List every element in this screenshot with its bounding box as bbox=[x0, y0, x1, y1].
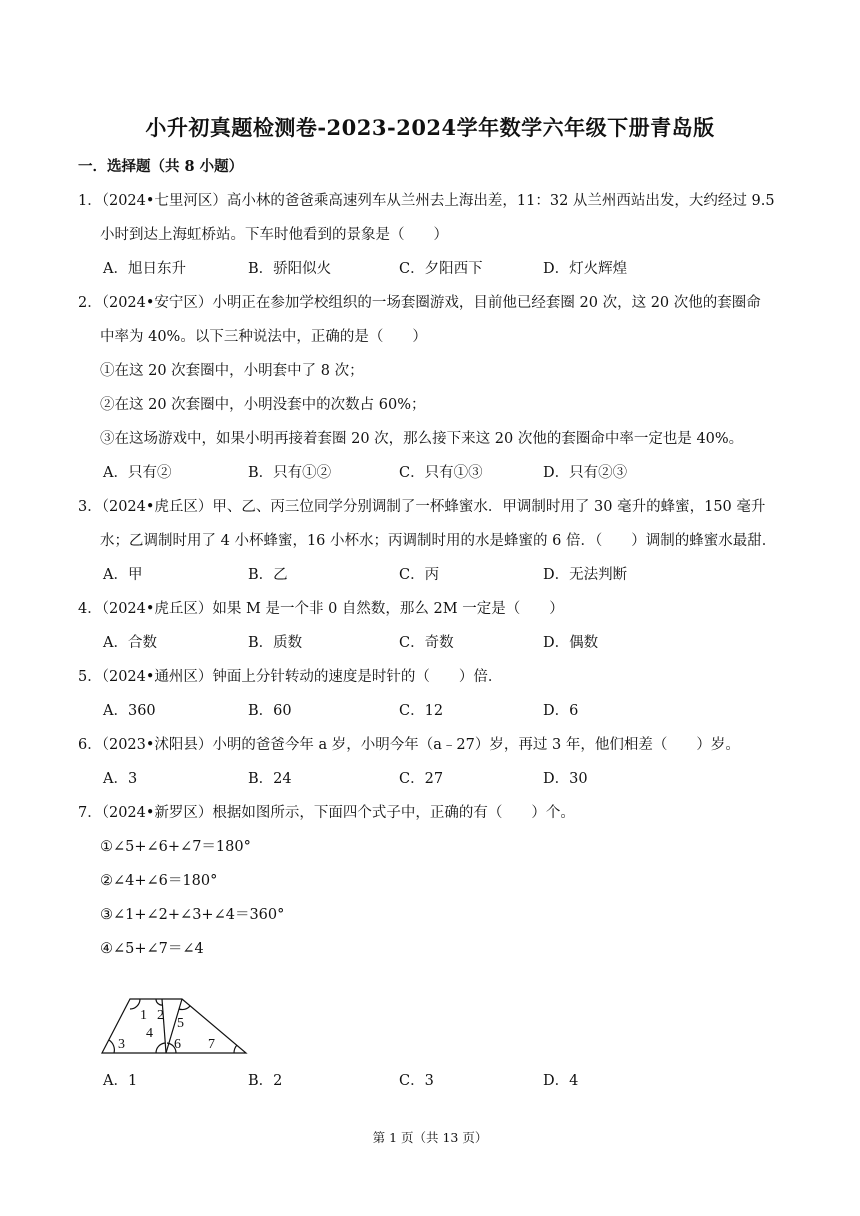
option-a: A．3 bbox=[103, 771, 138, 787]
option-c: C．只有①③ bbox=[399, 465, 483, 481]
trapezoid-figure bbox=[100, 995, 250, 1057]
angle-label-4: 4 bbox=[146, 1026, 153, 1041]
question-7-line-1: 7．（2024•新罗区）根据如图所示，下面四个式子中，正确的有（ ）个。 bbox=[78, 805, 575, 821]
option-d: D．30 bbox=[543, 771, 588, 787]
angle-arc-1 bbox=[130, 999, 140, 1009]
question-7-statement-2: ②∠4+∠6＝180° bbox=[100, 873, 218, 889]
section-heading: 一．选择题（共 8 小题） bbox=[78, 158, 244, 175]
question-3-options bbox=[103, 563, 663, 585]
question-2-statement-2: ②在这 20 次套圈中，小明没套中的次数占 60%； bbox=[100, 397, 426, 413]
option-b: B．乙 bbox=[248, 567, 288, 583]
question-6-options bbox=[103, 767, 663, 789]
option-a: A．合数 bbox=[103, 635, 157, 651]
option-a: A．360 bbox=[103, 703, 156, 719]
question-7-options bbox=[103, 1069, 663, 1091]
option-d: D．无法判断 bbox=[543, 567, 628, 583]
option-d: D．灯火辉煌 bbox=[543, 261, 628, 277]
option-b: B．骄阳似火 bbox=[248, 261, 332, 277]
option-c: C．3 bbox=[399, 1073, 434, 1089]
option-d: D．6 bbox=[543, 703, 579, 719]
angle-arc-3 bbox=[109, 1040, 114, 1053]
question-2-statement-3: ③在这场游戏中，如果小明再接着套圈 20 次，那么接下来这 20 次他的套圈命中率一定也是 40%。 bbox=[100, 431, 744, 447]
question-7-statement-3: ③∠1+∠2+∠3+∠4＝360° bbox=[100, 907, 285, 923]
question-1-options bbox=[103, 257, 663, 279]
question-2-line-1: 2．（2024•安宁区）小明正在参加学校组织的一场套圈游戏，目前他已经套圈 20 次，这 20 次他的套圈命 bbox=[78, 295, 761, 311]
angle-label-3: 3 bbox=[118, 1037, 125, 1052]
question-3-line-2: 水；乙调制时用了 4 小杯蜂蜜，16 小杯水；丙调制时用的水是蜂蜜的 6 倍．（ ）调制的蜂蜜水最甜． bbox=[100, 533, 777, 549]
option-b: B．只有①② bbox=[248, 465, 332, 481]
option-c: C．奇数 bbox=[399, 635, 454, 651]
angle-arc-4 bbox=[156, 1043, 165, 1053]
option-d: D．4 bbox=[543, 1073, 579, 1089]
option-a: A．甲 bbox=[103, 567, 143, 583]
question-7-statement-4: ④∠5+∠7＝∠4 bbox=[100, 941, 204, 957]
option-b: B．24 bbox=[248, 771, 292, 787]
option-a: A．1 bbox=[103, 1073, 138, 1089]
option-b: B．2 bbox=[248, 1073, 283, 1089]
angle-arc-5 bbox=[179, 1006, 190, 1010]
option-b: B．60 bbox=[248, 703, 292, 719]
option-a: A．只有② bbox=[103, 465, 172, 481]
question-4-options bbox=[103, 631, 663, 653]
angle-label-5: 5 bbox=[177, 1016, 184, 1031]
angle-label-7: 7 bbox=[208, 1037, 215, 1052]
question-7-statement-1: ①∠5+∠6+∠7＝180° bbox=[100, 839, 251, 855]
option-c: C．夕阳西下 bbox=[399, 261, 483, 277]
angle-label-6: 6 bbox=[174, 1037, 181, 1052]
question-4-line-1: 4．（2024•虎丘区）如果 M 是一个非 0 自然数，那么 2M 一定是（ ） bbox=[78, 601, 564, 617]
question-1-line-2: 小时到达上海虹桥站。下车时他看到的景象是（ ） bbox=[100, 227, 448, 243]
angle-label-2: 2 bbox=[157, 1008, 164, 1023]
page-footer: 第 1 页（共 13 页） bbox=[372, 1130, 488, 1145]
option-c: C．12 bbox=[399, 703, 444, 719]
question-5-line-1: 5．（2024•通州区）钟面上分针转动的速度是时针的（ ）倍． bbox=[78, 669, 503, 685]
angle-arc-7 bbox=[234, 1045, 237, 1053]
option-a: A．旭日东升 bbox=[103, 261, 186, 277]
question-2-statement-1: ①在这 20 次套圈中，小明套中了 8 次； bbox=[100, 363, 364, 379]
question-1-line-1: 1．（2024•七里河区）高小林的爸爸乘高速列车从兰州去上海出差，11：32 从兰州西站出发，大约经过 9.5 bbox=[78, 193, 775, 209]
question-2-line-2: 中率为 40%。以下三种说法中，正确的是（ ） bbox=[100, 329, 427, 345]
question-3-line-1: 3．（2024•虎丘区）甲、乙、丙三位同学分别调制了一杯蜂蜜水．甲调制时用了 30 毫升的蜂蜜，150 毫升 bbox=[78, 499, 766, 515]
angle-label-1: 1 bbox=[140, 1008, 147, 1023]
option-c: C．27 bbox=[399, 771, 444, 787]
option-c: C．丙 bbox=[399, 567, 440, 583]
option-b: B．质数 bbox=[248, 635, 303, 651]
page-title: 小升初真题检测卷-2023-2024学年数学六年级下册青岛版 bbox=[145, 115, 715, 140]
question-6-line-1: 6．（2023•沭阳县）小明的爸爸今年 a 岁，小明今年（a﹣27）岁，再过 3 年，他们相差（ ）岁。 bbox=[78, 737, 740, 753]
question-2-options bbox=[103, 461, 663, 483]
option-d: D．偶数 bbox=[543, 635, 599, 651]
question-5-options bbox=[103, 699, 663, 721]
option-d: D．只有②③ bbox=[543, 465, 628, 481]
